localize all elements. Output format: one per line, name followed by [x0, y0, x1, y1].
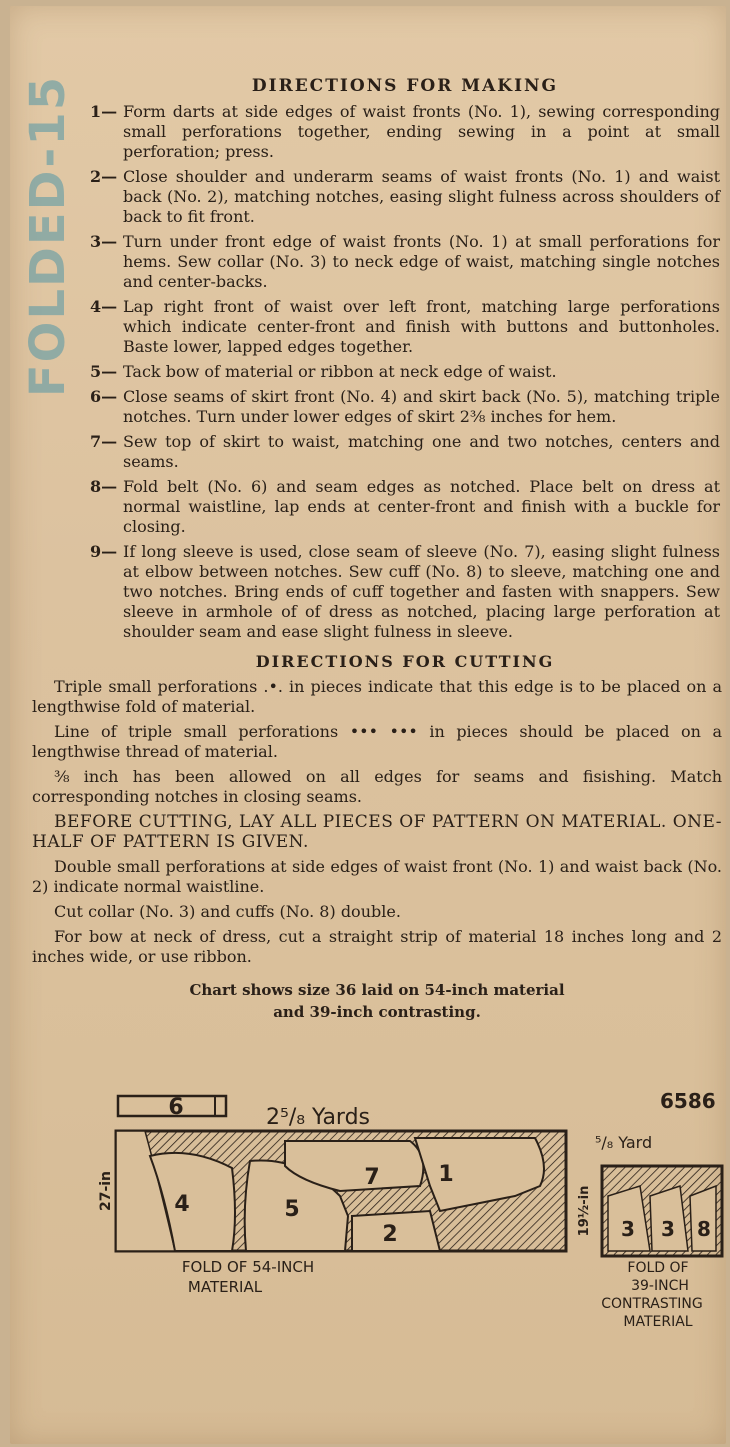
- making-step: 9— If long sleeve is used, close seam of sleeve (No. 7), easing slight fulness at elbow between notches. Sew cuff (No. 8) to sleeve, matching one and two notches. Bring ends of cuff together and fasten with snappers. Sew sleeve in armhole of of dress as notched, placing large perforation at shoulder seam and ease slight fulness in sleeve.: [90, 542, 720, 641]
- belt-piece-number: 6: [168, 1095, 184, 1120]
- contrast-fold-label-2: 39-INCH: [631, 1278, 689, 1294]
- piece-5-number: 5: [284, 1197, 300, 1222]
- contrast-width-label: 19½-in: [577, 1185, 592, 1237]
- cutting-para: ⅜ inch has been allowed on all edges for seams and fisishing. Match corresponding notches in closing seams.: [32, 767, 722, 806]
- cutting-para: Line of triple small perforations ••• ••• in pieces should be placed on a lengthwise thread of material.: [32, 722, 722, 761]
- main-fold-label-1: FOLD OF 54-INCH: [181, 1258, 315, 1276]
- contrast-piece-number: 8: [697, 1217, 711, 1241]
- piece-7-number: 7: [364, 1165, 380, 1190]
- making-heading: DIRECTIONS FOR MAKING: [251, 76, 559, 96]
- pattern-envelope: [10, 6, 726, 1444]
- contrast-yardage: ⁵/₈ Yard: [595, 1133, 653, 1152]
- making-step: 4— Lap right front of waist over left front, matching large perforations which indicate center-front and finish with buttons and buttonholes. Baste lower, lapped edges together.: [90, 297, 720, 356]
- making-step: 7— Sew top of skirt to waist, matching one and two notches, centers and seams.: [90, 432, 720, 471]
- piece-2-number: 2: [382, 1222, 398, 1247]
- cutting-warning: BEFORE CUTTING, LAY ALL PIECES OF PATTERN ON MATERIAL. ONE-HALF OF PATTERN IS GIVEN.: [32, 812, 722, 852]
- making-step: 5— Tack bow of material or ribbon at neck edge of waist.: [90, 362, 557, 381]
- making-step: 6— Close seams of skirt front (No. 4) and skirt back (No. 5), matching triple notches. Turn under lower edges of skirt 2⅜ inches for hem.: [90, 387, 720, 426]
- main-width-label: 27-in: [98, 1170, 114, 1212]
- piece-1-number: 1: [438, 1162, 454, 1187]
- cutting-directions: [32, 677, 722, 1023]
- making-step: 1— Form darts at side edges of waist fronts (No. 1), sewing corresponding small perforations together, ending sewing in a point at small perforation; press.: [90, 102, 720, 161]
- chart-caption: Chart shows size 36 laid on 54-inch material and 39-inch contrasting.: [189, 981, 565, 1021]
- folded-stamp: FOLDED-15: [20, 74, 77, 398]
- pattern-number: 6586: [660, 1089, 716, 1113]
- main-yardage: 2⁵/₈ Yards: [266, 1105, 371, 1130]
- cutting-para: Triple small perforations .•. in pieces indicate that this edge is to be placed on a lengthwise fold of material.: [32, 677, 722, 716]
- making-step: 8— Fold belt (No. 6) and seam edges as notched. Place belt on dress at normal waistline, lap ends at center-front and finish with a buckle for closing.: [90, 477, 720, 536]
- contrast-fold-label-3: CONTRASTING: [601, 1296, 703, 1312]
- piece-4-number: 4: [174, 1192, 190, 1217]
- contrast-piece-number: 3: [621, 1217, 635, 1241]
- making-steps: [90, 102, 720, 642]
- cutting-para: Double small perforations at side edges of waist front (No. 1) and waist back (No. 2) indicate normal waistline.: [32, 857, 722, 896]
- cutting-layout-chart: [10, 1086, 726, 1346]
- making-step: 3— Turn under front edge of waist fronts (No. 1) at small perforations for hems. Sew collar (No. 3) to neck edge of waist, matching single notches and center-backs.: [90, 232, 720, 291]
- main-fold-label-2: MATERIAL: [187, 1278, 263, 1296]
- contrast-fold-label-1: FOLD OF: [627, 1260, 689, 1276]
- cutting-para: For bow at neck of dress, cut a straight strip of material 18 inches long and 2 inches wide, or use ribbon.: [32, 927, 722, 966]
- making-step: 2— Close shoulder and underarm seams of waist fronts (No. 1) and waist back (No. 2), matching notches, easing slight fulness across shoulders of back to fit front.: [90, 167, 720, 226]
- cutting-heading: DIRECTIONS FOR CUTTING: [255, 652, 555, 671]
- cutting-para: Cut collar (No. 3) and cuffs (No. 8) double.: [54, 902, 401, 921]
- contrast-fold-label-4: MATERIAL: [623, 1314, 693, 1330]
- contrast-piece-number: 3: [661, 1217, 675, 1241]
